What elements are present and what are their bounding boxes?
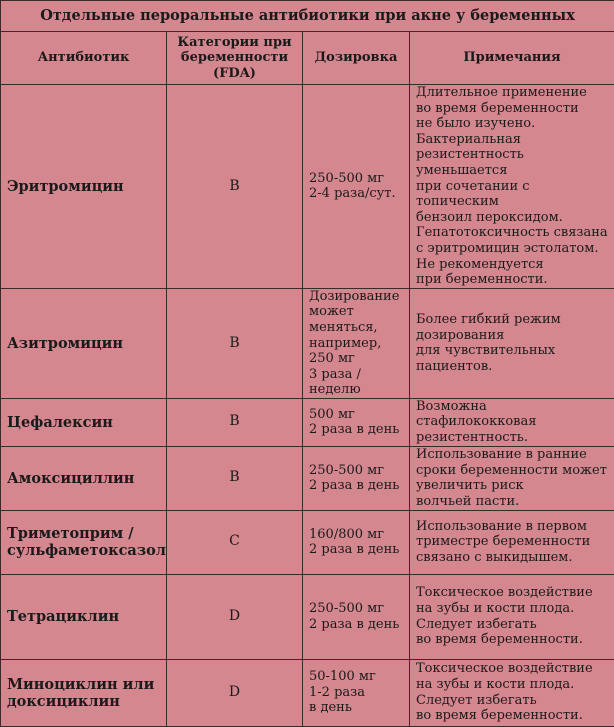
dosage-cell xyxy=(303,574,410,659)
notes-cell-line: Возможна стафилококковая xyxy=(416,399,611,430)
fda-category: C xyxy=(167,510,303,574)
table-row xyxy=(1,510,614,574)
antibiotic-name xyxy=(1,659,167,726)
notes-cell-line: пациентов. xyxy=(416,359,611,375)
antibiotic-name xyxy=(1,288,167,398)
header-dosage: Дозировка xyxy=(303,32,410,85)
antibiotic-name-line: Тетрациклин xyxy=(7,608,163,625)
antibiotic-name xyxy=(1,85,167,289)
fda-category: B xyxy=(167,446,303,510)
dosage-cell xyxy=(303,398,410,446)
notes-cell-line: Использование в первом xyxy=(416,519,611,535)
dosage-cell-line: 2 раза в день xyxy=(309,478,406,494)
header-antibiotic: Антибиотик xyxy=(1,32,167,85)
notes-cell-line: Бактериальная xyxy=(416,132,611,148)
antibiotic-name-line: Азитромицин xyxy=(7,335,163,352)
antibiotic-name-line: Миноциклин или xyxy=(7,676,163,693)
dosage-cell-line: меняться, xyxy=(309,320,406,336)
notes-cell-line: резистентность. xyxy=(416,430,611,446)
dosage-cell-line: 2-4 раза/сут. xyxy=(309,186,406,202)
notes-cell-line: на зубы и кости плода. xyxy=(416,677,611,693)
table-row xyxy=(1,574,614,659)
notes-cell-line: Гепатотоксичность связана xyxy=(416,225,611,241)
notes-cell-line: волчьей пасти. xyxy=(416,494,611,510)
notes-cell-line: триместре беременности xyxy=(416,534,611,550)
notes-cell-line: резистентность уменьшается xyxy=(416,147,611,178)
dosage-cell xyxy=(303,85,410,289)
notes-cell-line: сроки беременности может xyxy=(416,463,611,479)
dosage-cell-line: 250-500 мг xyxy=(309,171,406,187)
table-row xyxy=(1,659,614,726)
notes-cell-line: во время беременности. xyxy=(416,708,611,724)
notes-cell-line: на зубы и кости плода. xyxy=(416,601,611,617)
table-row xyxy=(1,446,614,510)
header-notes: Примечания xyxy=(410,32,614,85)
antibiotic-name-line: Амоксициллин xyxy=(7,470,163,487)
antibiotic-name xyxy=(1,574,167,659)
dosage-cell-line: 1-2 раза xyxy=(309,685,406,701)
antibiotic-name-line: доксициклин xyxy=(7,693,163,710)
notes-cell-line: Токсическое воздействие xyxy=(416,585,611,601)
table-row xyxy=(1,398,614,446)
table-row xyxy=(1,85,614,289)
dosage-cell xyxy=(303,659,410,726)
dosage-cell-line: 2 раза в день xyxy=(309,422,406,438)
notes-cell-line: Не рекомендуется xyxy=(416,257,611,273)
dosage-cell-line: 2 раза в день xyxy=(309,617,406,633)
fda-category: D xyxy=(167,659,303,726)
dosage-cell-line: может xyxy=(309,304,406,320)
dosage-cell xyxy=(303,288,410,398)
table-row xyxy=(1,288,614,398)
antibiotic-name-line: Триметоприм / xyxy=(7,525,163,542)
fda-category: D xyxy=(167,574,303,659)
header-category-line: Категории при xyxy=(170,35,299,51)
antibiotic-name xyxy=(1,398,167,446)
dosage-cell-line: 250-500 мг xyxy=(309,601,406,617)
notes-cell-line: бензоил пероксидом. xyxy=(416,210,611,226)
notes-cell-line: Следует избегать xyxy=(416,693,611,709)
dosage-cell-line: неделю xyxy=(309,382,406,398)
notes-cell-line: Следует избегать xyxy=(416,617,611,633)
notes-cell xyxy=(410,510,614,574)
dosage-cell-line: 250-500 мг xyxy=(309,463,406,479)
antibiotic-name-line: сульфаметоксазол xyxy=(7,542,163,559)
dosage-cell-line: 2 раза в день xyxy=(309,542,406,558)
dosage-cell-line: 160/800 мг xyxy=(309,527,406,543)
notes-cell-line: при беременности. xyxy=(416,272,611,288)
notes-cell-line: Длительное применение xyxy=(416,85,611,101)
notes-cell xyxy=(410,85,614,289)
header-category-line: (FDA) xyxy=(170,66,299,82)
dosage-cell-line: Дозирование xyxy=(309,289,406,305)
dosage-cell xyxy=(303,446,410,510)
header-row xyxy=(1,32,614,85)
fda-category: B xyxy=(167,288,303,398)
notes-cell-line: Токсическое воздействие xyxy=(416,661,611,677)
notes-cell-line: связано с выкидышем. xyxy=(416,550,611,566)
dosage-cell-line: например, xyxy=(309,336,406,352)
notes-cell-line: дозирования xyxy=(416,328,611,344)
table-title: Отдельные пероральные антибиотики при акне у беременных xyxy=(1,1,614,32)
antibiotic-name xyxy=(1,446,167,510)
notes-cell xyxy=(410,574,614,659)
antibiotic-name-line: Эритромицин xyxy=(7,178,163,195)
dosage-cell xyxy=(303,510,410,574)
dosage-cell-line: 250 мг xyxy=(309,351,406,367)
notes-cell-line: Более гибкий режим xyxy=(416,312,611,328)
header-category-line: беременности xyxy=(170,50,299,66)
notes-cell-line: во время беременности xyxy=(416,101,611,117)
notes-cell xyxy=(410,446,614,510)
dosage-cell-line: 500 мг xyxy=(309,407,406,423)
notes-cell-line: Использование в ранние xyxy=(416,447,611,463)
dosage-cell-line: 3 раза / xyxy=(309,367,406,383)
antibiotic-name xyxy=(1,510,167,574)
notes-cell-line: с эритромицин эстолатом. xyxy=(416,241,611,257)
header-category xyxy=(167,32,303,85)
notes-cell xyxy=(410,659,614,726)
notes-cell xyxy=(410,288,614,398)
dosage-cell-line: 50-100 мг xyxy=(309,669,406,685)
notes-cell-line: не было изучено. xyxy=(416,116,611,132)
notes-cell-line: при сочетании с топическим xyxy=(416,179,611,210)
fda-category: B xyxy=(167,85,303,289)
notes-cell xyxy=(410,398,614,446)
antibiotic-name-line: Цефалексин xyxy=(7,414,163,431)
notes-cell-line: во время беременности. xyxy=(416,632,611,648)
fda-category: B xyxy=(167,398,303,446)
notes-cell-line: для чувствительных xyxy=(416,343,611,359)
notes-cell-line: увеличить риск xyxy=(416,478,611,494)
dosage-cell-line: в день xyxy=(309,700,406,716)
